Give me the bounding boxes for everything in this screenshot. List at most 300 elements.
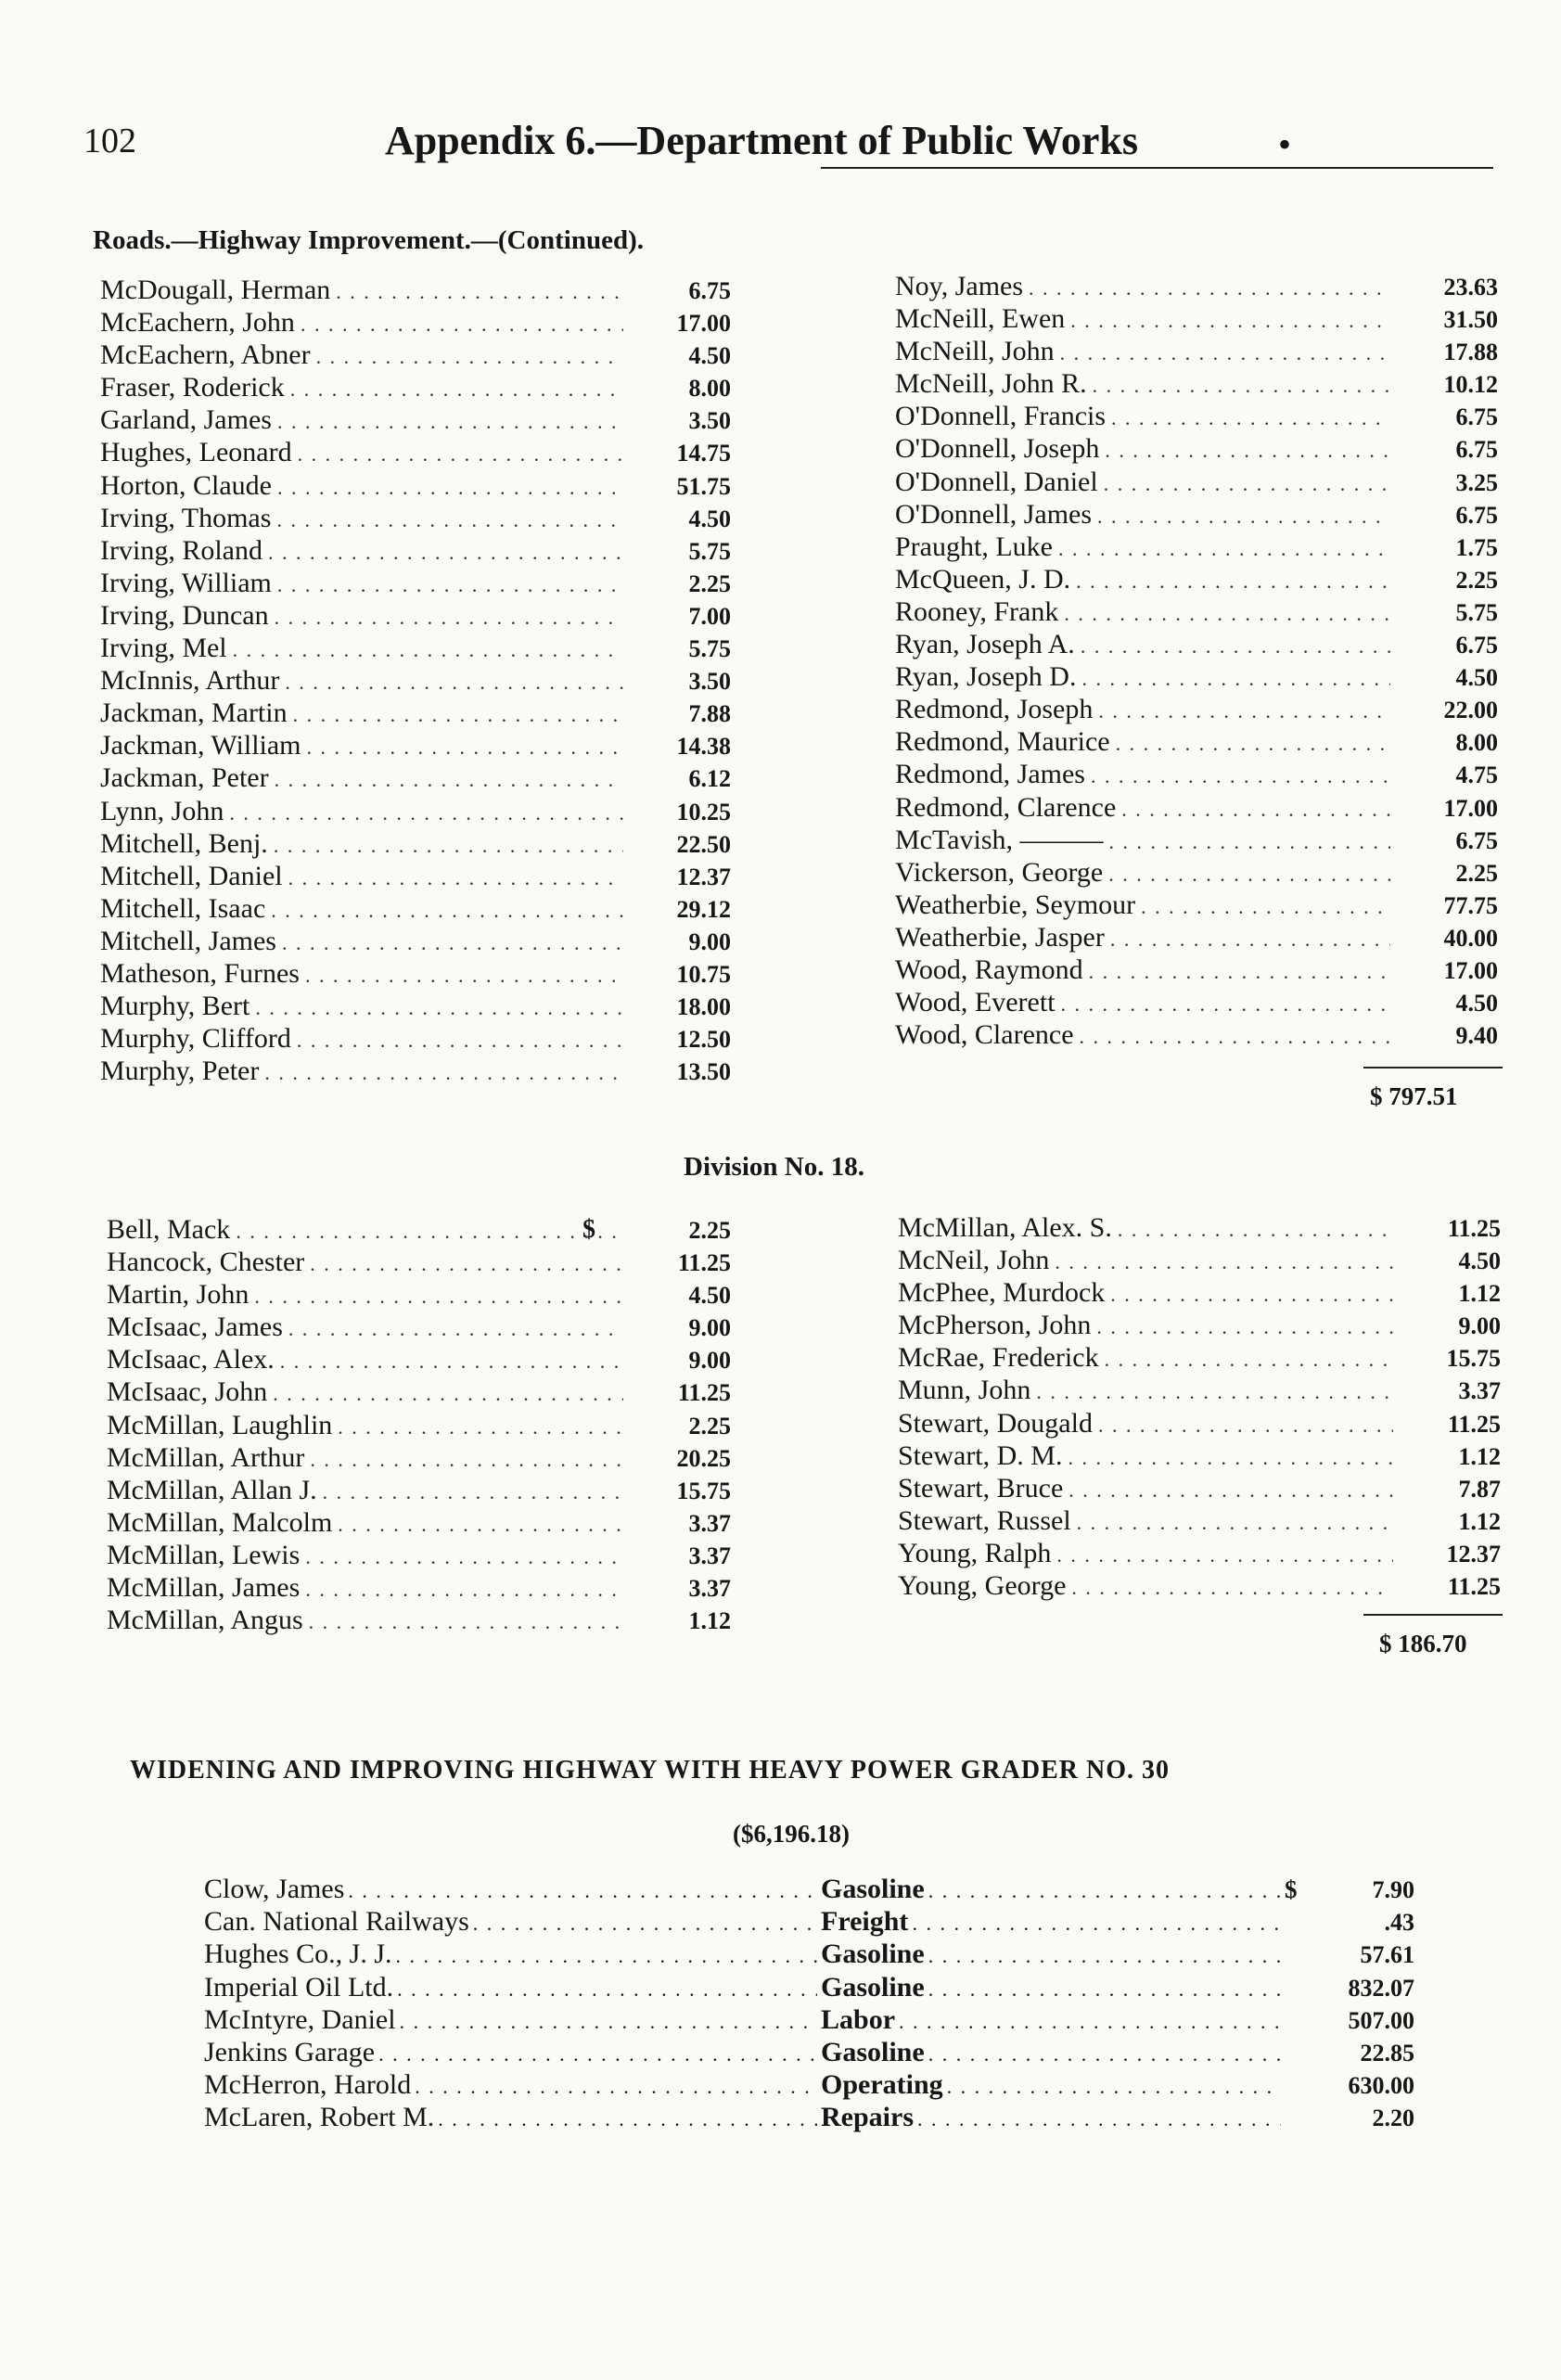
payment-amount: 77.75 [1443,891,1498,919]
leader-dots [273,1382,623,1406]
section1-right-list [895,271,1498,1052]
payee-name: McRae, Frederick [898,1342,1099,1374]
payee-name: Irving, Mel [100,633,227,664]
list-item [898,1440,1501,1473]
list-item [107,1214,731,1247]
grader-subtitle: ($6,196.18) [733,1820,850,1848]
leader-dots [415,2075,817,2099]
leader-dots [1097,505,1390,529]
list-item [107,1540,731,1572]
list-item [100,926,731,958]
payment-amount: 12.50 [676,1026,731,1054]
payment-amount: 11.25 [677,1249,731,1277]
payment-amount: 5.75 [688,635,731,663]
list-item [895,629,1498,661]
list-item [898,1375,1501,1407]
leader-dots [282,931,623,955]
list-item [107,1376,731,1409]
payee-name: McTavish, ——— [895,824,1104,855]
leader-dots [1058,537,1390,561]
leader-dots [917,2107,1281,2131]
leader-dots [473,1912,817,1936]
leader-dots [338,1513,623,1537]
leader-dots [323,1480,623,1504]
leader-dots [255,996,623,1020]
payment-amount: 18.00 [676,993,731,1021]
payment-amount: 17.88 [1443,339,1498,366]
leader-dots [336,280,623,304]
list-item [895,857,1498,889]
payment-amount: 832.07 [1348,1974,1414,2002]
payment-amount: 7.00 [688,602,731,630]
payment-amount: 10.25 [676,798,731,825]
division-title: Division No. 18. [684,1152,864,1182]
leader-dots [928,1879,1281,1903]
list-item [107,1279,731,1312]
list-item [895,271,1498,303]
payment-amount: 2.25 [1455,566,1498,594]
leader-dots [298,442,623,467]
payee-name: Ryan, Joseph D. [895,661,1077,693]
list-item [895,922,1498,954]
payee-name: Horton, Claude [100,469,272,501]
leader-dots [264,1061,623,1085]
payee-name: Weatherbie, Jasper [895,921,1105,953]
section1-left-list [100,275,731,1088]
payment-amount: 4.50 [1458,1248,1501,1275]
payment-amount: 9.00 [688,928,731,955]
list-item [100,470,731,503]
leader-dots [348,1879,817,1903]
payment-amount: 6.75 [1455,632,1498,659]
payee-name: McNeill, John [895,336,1055,367]
leader-dots [1121,798,1390,822]
payment-amount: 4.50 [1455,990,1498,1017]
payment-amount: 507.00 [1348,2006,1414,2034]
leader-dots [280,1350,623,1374]
payee-name: Fraser, Roderick [100,372,285,403]
leader-dots [400,2010,817,2034]
leader-dots [274,834,623,858]
payee-name: Stewart, Russel [898,1504,1071,1536]
table-row [204,1906,1414,1939]
list-item [898,1342,1501,1375]
payment-amount: 17.00 [676,310,731,338]
page-title: Appendix 6.—Department of Public Works [385,118,1139,163]
payee-name: Murphy, Clifford [100,1023,291,1055]
payment-amount: 14.75 [676,440,731,467]
payment-amount: 8.00 [1455,729,1498,757]
payee-name: Jenkins Garage [204,2036,376,2067]
leader-dots [301,313,623,337]
payee-name: Stewart, Bruce [898,1472,1064,1503]
payment-amount: 22.50 [676,830,731,858]
payee-name: Redmond, James [895,759,1085,790]
list-item [895,889,1498,922]
table-row [204,1874,1414,1906]
payment-amount: 1.12 [688,1607,731,1635]
leader-dots [1118,1218,1393,1242]
leader-dots [1036,1380,1393,1404]
leader-dots [397,1977,817,2002]
payment-amount: 630.00 [1348,2072,1414,2100]
payment-amount: 9.00 [1458,1312,1501,1340]
payment-amount: 5.75 [1455,598,1498,626]
payment-amount: 3.37 [688,1575,731,1603]
payee-name: Redmond, Joseph [895,694,1094,725]
list-item [895,499,1498,531]
payment-amount: 6.75 [688,277,731,304]
payment-amount: 9.00 [688,1314,731,1342]
payee-name: Garland, James [100,404,272,436]
payee-name: Stewart, D. M. [898,1440,1063,1471]
payment-amount: 20.25 [676,1444,731,1472]
list-item [895,433,1498,466]
leader-dots [277,573,623,597]
payment-amount: .43 [1384,1909,1414,1937]
leader-dots [229,801,623,825]
leader-dots [1105,439,1390,463]
list-item [895,661,1498,694]
list-item [898,1245,1501,1277]
list-item [107,1507,731,1540]
list-item [107,1312,731,1344]
list-item [895,759,1498,791]
payment-amount: 23.63 [1443,274,1498,301]
payment-amount: 12.37 [676,863,731,890]
leader-dots [1081,634,1390,659]
list-item [100,535,731,568]
list-item [100,1023,731,1056]
list-item [100,404,731,437]
payee-name: Martin, John [107,1279,250,1311]
payment-amount: 51.75 [676,472,731,500]
list-item [895,1019,1498,1052]
leader-dots [1141,895,1390,919]
payee-name: Irving, Duncan [100,599,269,631]
payee-name: McHerron, Harold [204,2069,412,2101]
leader-dots [1064,602,1390,626]
leader-dots [1098,1414,1393,1438]
expense-item: Operating [821,2069,943,2101]
page-number: 102 [83,122,136,160]
leader-dots [1091,764,1390,788]
payee-name: McNeil, John [898,1245,1050,1276]
leader-dots [1080,1025,1390,1049]
list-item [100,1056,731,1088]
payee-name: McIsaac, Alex. [107,1344,275,1376]
leader-dots [1110,1283,1393,1307]
payment-amount: 22.00 [1443,697,1498,724]
table-row [204,2037,1414,2069]
leader-dots [277,410,623,434]
list-item [898,1538,1501,1570]
payee-name: Can. National Railways [204,1906,469,1938]
payee-name: Vickerson, George [895,856,1104,888]
leader-dots [338,1415,623,1440]
payment-amount: 11.25 [1447,1573,1501,1601]
division-currency-sign: $ [582,1215,595,1244]
payee-name: McMillan, Lewis [107,1539,301,1570]
leader-dots [1093,374,1390,398]
leader-dots [1061,992,1390,1017]
payment-amount: 6.12 [688,765,731,793]
list-item [898,1212,1501,1245]
leader-dots [1077,1511,1393,1535]
list-item [895,401,1498,433]
payee-name: Hughes, Leonard [100,437,292,468]
payee-name: Irving, Thomas [100,502,272,533]
leader-dots [378,2042,817,2067]
leader-dots [316,345,623,369]
payment-amount: 1.75 [1455,533,1498,561]
payee-name: McPherson, John [898,1310,1092,1341]
leader-dots [275,768,623,792]
list-item [107,1410,731,1442]
payment-amount: 4.50 [1455,664,1498,692]
payment-amount: 4.50 [688,1282,731,1310]
leader-dots [1076,569,1390,594]
leader-dots [1029,276,1390,301]
expense-item: Gasoline [821,1939,925,1970]
expense-item: Gasoline [821,2036,925,2067]
table-row [204,2069,1414,2102]
list-item [100,958,731,991]
list-item [898,1408,1501,1440]
leader-dots [305,1545,623,1569]
payment-amount: 11.25 [1447,1215,1501,1242]
division-total: $ 186.70 [1379,1630,1467,1657]
payment-amount: 5.75 [688,537,731,565]
payee-name: Hughes Co., J. J. [204,1939,392,1970]
list-item [100,339,731,372]
leader-dots [288,1317,623,1341]
payment-amount: 3.50 [688,668,731,696]
table-row [204,2102,1414,2134]
payee-name: Stewart, Dougald [898,1407,1093,1439]
payee-name: Wood, Raymond [895,953,1083,985]
payee-name: McInnis, Arthur [100,665,280,697]
leader-dots [285,671,623,695]
payment-amount: 6.75 [1455,826,1498,854]
division-total-rule [1363,1614,1503,1616]
grader-list [204,1874,1414,2135]
table-row [204,1972,1414,2004]
list-item [100,730,731,762]
section1-total-rule [1363,1067,1503,1068]
list-item [100,861,731,893]
list-item [100,828,731,861]
payee-name: O'Donnell, Joseph [895,433,1100,465]
leader-dots [928,1944,1281,1968]
payee-name: Bell, Mack [107,1214,231,1245]
payee-name: McIntyre, Daniel [204,2003,396,2035]
leader-dots [1108,863,1390,887]
leader-dots [1089,960,1390,984]
list-item [100,372,731,404]
list-item [107,1572,731,1605]
payee-name: Redmond, Clarence [895,791,1117,823]
expense-item: Gasoline [821,1874,925,1904]
leader-dots [1111,406,1390,430]
list-item [898,1473,1501,1505]
leader-dots [1068,1478,1393,1503]
payment-amount: 15.75 [676,1477,731,1504]
payment-amount: 6.75 [1455,436,1498,464]
payment-amount: 3.50 [688,407,731,435]
list-item [107,1442,731,1475]
leader-dots [928,1977,1281,2002]
payee-name: Praught, Luke [895,531,1053,562]
list-item [100,568,731,600]
expense-item: Freight [821,1906,909,1938]
payee-name: Ryan, Joseph A. [895,629,1075,660]
page-header [83,109,1493,174]
leader-dots [297,1029,623,1053]
payment-amount: 3.37 [1458,1377,1501,1405]
list-item [898,1310,1501,1342]
payment-amount: 4.50 [688,342,731,370]
payee-name: Weatherbie, Seymour [895,889,1136,920]
payee-name: Murphy, Peter [100,1056,260,1087]
payment-amount: 6.75 [1455,501,1498,529]
leader-dots [288,866,623,890]
payee-name: Imperial Oil Ltd. [204,1971,394,2003]
payment-amount: 2.25 [688,1412,731,1440]
payment-amount: 11.25 [677,1379,731,1407]
leader-dots [310,1448,623,1472]
payee-name: McMillan, Alex. S. [898,1212,1112,1243]
section-title: Roads.—Highway Improvement.—(Continued). [93,225,645,255]
list-item [100,991,731,1023]
payee-name: Hancock, Chester [107,1247,305,1278]
payment-amount: 1.12 [1458,1442,1501,1470]
payment-amount: 15.75 [1446,1345,1501,1373]
list-item [100,633,731,665]
payee-name: Noy, James [895,271,1024,301]
leader-dots [1056,1543,1393,1567]
payment-amount: 4.50 [688,505,731,532]
payment-amount: 6.75 [1455,403,1498,431]
payee-name: O'Donnell, James [895,498,1093,530]
header-rule [821,167,1493,169]
leader-dots [293,703,623,727]
payee-name: McEachern, John [100,307,295,339]
leader-dots [899,2010,1281,2034]
leader-dots [236,1220,623,1244]
leader-dots [1055,1250,1393,1274]
list-item [100,762,731,795]
list-item [100,275,731,307]
leader-dots [233,638,623,662]
leader-dots [947,2075,1281,2099]
list-item [107,1605,731,1637]
payee-name: Mitchell, James [100,925,276,956]
list-item [100,503,731,535]
payment-amount: 10.75 [676,960,731,988]
leader-dots [1070,309,1390,333]
payee-name: McIsaac, James [107,1312,283,1343]
list-item [895,368,1498,401]
currency-sign: $ [1285,1875,1298,1903]
payment-amount: 17.00 [1443,956,1498,984]
payee-name: McMillan, Laughlin [107,1409,333,1440]
payee-name: Redmond, Maurice [895,726,1110,758]
payee-name: McEachern, Abner [100,339,311,371]
leader-dots [912,1912,1281,1936]
leader-dots [268,541,623,565]
leader-dots [1071,1576,1393,1600]
leader-dots [276,508,623,532]
payee-name: Clow, James [204,1874,345,1904]
list-item [107,1475,731,1507]
section1-total: $ 797.51 [1370,1082,1458,1110]
leader-dots [1105,1348,1393,1372]
leader-dots [307,736,623,760]
payee-name: McMillan, James [107,1572,301,1604]
payment-amount: 40.00 [1443,924,1498,952]
payee-name: McQueen, J. D. [895,563,1071,595]
payment-amount: 1.12 [1458,1507,1501,1535]
payee-name: Mitchell, Daniel [100,860,283,891]
list-item [895,954,1498,987]
payment-amount: 3.37 [688,1542,731,1569]
list-item [100,307,731,339]
payment-amount: 13.50 [676,1058,731,1086]
list-item [895,726,1498,759]
header-bullet: • [1278,123,1292,165]
payee-name: Murphy, Bert [100,991,250,1022]
payment-amount: 22.85 [1360,2039,1414,2067]
leader-dots [1081,667,1390,691]
leader-dots [1068,1446,1393,1470]
list-item [895,531,1498,564]
payee-name: Lynn, John [100,795,224,826]
leader-dots [290,377,623,402]
list-item [895,792,1498,825]
list-item [107,1247,731,1279]
leader-dots [254,1285,623,1309]
leader-dots [277,476,623,500]
payment-amount: 2.25 [688,569,731,597]
payee-name: Jackman, William [100,730,301,761]
list-item [100,437,731,469]
leader-dots [305,964,623,988]
payee-name: Wood, Clarence [895,1019,1074,1051]
payee-name: McNeill, Ewen [895,303,1066,335]
list-item [898,1277,1501,1310]
payment-amount: 12.37 [1446,1540,1501,1567]
payee-name: Mitchell, Isaac [100,892,266,924]
payment-amount: 7.90 [1372,1876,1414,1903]
leader-dots [271,899,623,923]
leader-dots [438,2107,817,2131]
list-item [895,336,1498,368]
payment-amount: 4.75 [1455,761,1498,789]
payment-amount: 57.61 [1360,1941,1414,1969]
payment-amount: 29.12 [676,895,731,923]
list-item [895,596,1498,629]
division-right-list [898,1212,1501,1603]
leader-dots [396,1944,817,1968]
payee-name: Irving, William [100,567,272,598]
list-item [898,1570,1501,1603]
list-item [895,825,1498,857]
payee-name: Munn, John [898,1375,1031,1406]
payee-name: McMillan, Arthur [107,1441,305,1473]
payee-name: McMillan, Allan J. [107,1474,317,1505]
payee-name: O'Donnell, Daniel [895,466,1098,497]
